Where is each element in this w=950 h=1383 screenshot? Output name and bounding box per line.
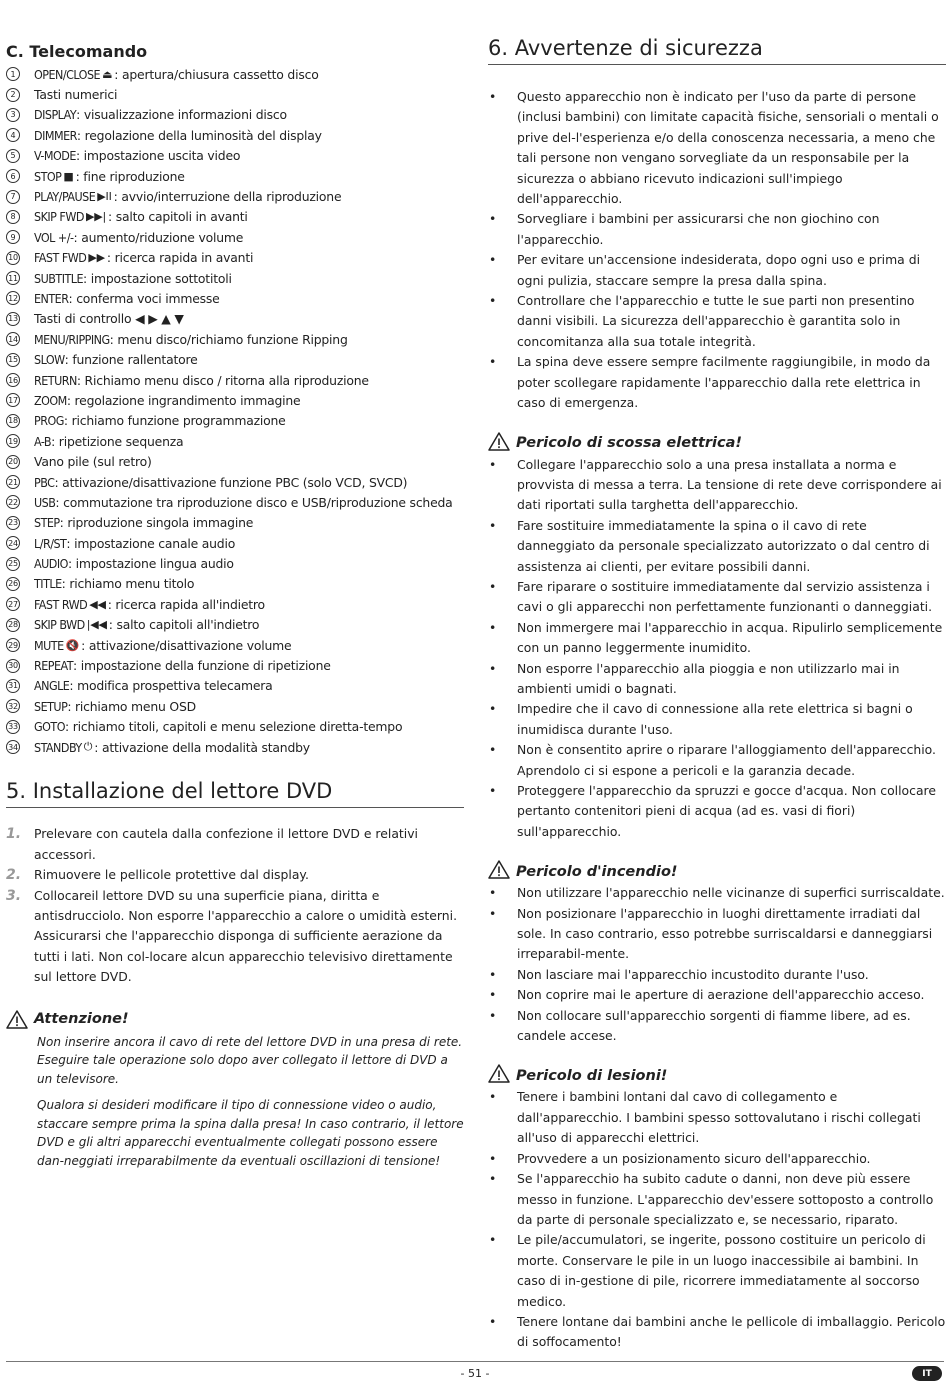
install-step: [6, 824, 464, 865]
item-description: Tasti numerici: [34, 87, 118, 103]
button-name: STANDBY: [34, 739, 82, 755]
safety-bullet: • Controllare che l'apparecchio e tutte le sue parti non presentino danni visibili. La sicurezza dell'apparecchio è garantita solo in concomitanza alla sua totale integrità.: [488, 291, 946, 352]
item-number: 12: [6, 291, 20, 305]
hazard-bullet: • Le pile/accumulatori, se ingerite, possono costituire un pericolo di morte. Conservare le pile in un luogo inaccessibile ai bambini. In caso di in-gestione di pile, ricorrere immediatamente al soccorso medico.: [488, 1230, 946, 1312]
attention-box: [6, 1010, 464, 1171]
footer-divider: [6, 1361, 944, 1362]
hazard-bullet: • Provvedere a un posizionamento sicuro dell'apparecchio.: [488, 1149, 946, 1169]
step-number: 3.: [6, 887, 22, 904]
remote-item: [6, 84, 464, 104]
item-number: 23: [6, 516, 20, 530]
step-text: Prelevare con cautela dalla confezione il lettore DVD e relativi accessori.: [34, 826, 418, 862]
item-description: : visualizzazione informazioni disco: [76, 107, 287, 123]
button-name: SETUP: [34, 698, 68, 714]
remote-item: [6, 533, 464, 553]
install-title: 5. Installazione del lettore DVD: [6, 779, 464, 808]
button-name: V-MODE: [34, 148, 76, 164]
remote-item: [6, 64, 464, 84]
item-number: 10: [6, 251, 20, 265]
hazard-list: [488, 455, 946, 843]
remote-item: [6, 268, 464, 288]
remote-item: [6, 288, 464, 308]
item-description: : richiamo titoli, capitoli e menu selezione diretta-tempo: [65, 719, 403, 735]
button-name: MENU/RIPPING: [34, 331, 110, 347]
button-symbol-icon: ▶II: [97, 190, 112, 204]
button-name: DIMMER: [34, 127, 77, 143]
safety-bullet: • La spina deve essere sempre facilmente raggiungibile, in modo da poter scollegare rapidamente l'apparecchio dalla rete elettrica in caso di emergenza.: [488, 352, 946, 413]
item-description: : ricerca rapida in avanti: [106, 250, 254, 266]
item-number: 16: [6, 373, 20, 387]
remote-items-list: [6, 64, 464, 757]
remote-item: [6, 594, 464, 614]
item-number: 21: [6, 475, 20, 489]
item-description: : salto capitoli all'indietro: [108, 617, 260, 633]
step-number: 2.: [6, 867, 22, 884]
install-steps: [6, 824, 464, 987]
hazard-heading: [488, 1064, 946, 1087]
install-step: [6, 886, 464, 988]
attention-paragraph: Qualora si desideri modificare il tipo di connessione video o audio, staccare sempre prima la spina dalla presa! In caso contrario, il lettore DVD e gli altri apparecchi eventualmente collegati possono essere dan-neggiati irreparabilmente da eventuali oscillazioni di tensione!: [37, 1098, 464, 1168]
item-number: 31: [6, 679, 20, 693]
item-number: 28: [6, 618, 20, 632]
remote-item: [6, 472, 464, 492]
button-name: PLAY/PAUSE: [34, 189, 96, 205]
item-description: : impostazione della funzione di ripetizione: [73, 658, 331, 674]
remote-section-title: C. Telecomando: [6, 42, 148, 61]
button-symbol-icon: 🔇: [65, 638, 80, 652]
hazard-bullet: • Non coprire mai le aperture di aerazione dell'apparecchio acceso.: [488, 985, 946, 1005]
hazard-bullet: • Fare riparare o sostituire immediatamente dal servizio assistenza i cavi o gli apparecchi non perfettamente funzionanti o danneggiati.: [488, 577, 946, 618]
item-description: : avvio/interruzione della riproduzione: [113, 189, 342, 205]
item-number: 20: [6, 455, 20, 469]
safety-intro-list: [488, 87, 946, 414]
button-name: PBC: [34, 474, 55, 490]
hazard-bullet: • Non lasciare mai l'apparecchio incustodito durante l'uso.: [488, 965, 946, 985]
item-description: : attivazione/disattivazione funzione PBC (solo VCD, SVCD): [54, 474, 408, 490]
hazard-title: Pericolo di scossa elettrica!: [516, 435, 743, 451]
item-number: 26: [6, 577, 20, 591]
remote-item: [6, 390, 464, 410]
item-number: 8: [6, 210, 20, 224]
attention-heading: [6, 1010, 464, 1029]
item-number: 6: [6, 169, 20, 183]
item-description: : fine riproduzione: [75, 168, 185, 184]
item-number: 22: [6, 495, 20, 509]
hazard-bullet: • Impedire che il cavo di connessione alla rete elettrica si bagni o inumidisca durante l'uso.: [488, 699, 946, 740]
item-number: 25: [6, 557, 20, 571]
item-description: : commutazione tra riproduzione disco e USB/riproduzione scheda: [55, 494, 453, 510]
button-name: AUDIO: [34, 556, 68, 572]
button-name: DISPLAY: [34, 107, 77, 123]
item-description: Vano pile (sul retro): [34, 454, 152, 470]
button-symbol-icon: ■: [63, 169, 74, 183]
item-number: 2: [6, 88, 20, 102]
hazard-heading: [488, 860, 946, 883]
remote-item: [6, 737, 464, 757]
step-text: Rimuovere le pellicole protettive dal display.: [34, 867, 309, 883]
item-number: 14: [6, 332, 20, 346]
item-description: : attivazione/disattivazione volume: [81, 637, 292, 653]
button-symbol-icon: ▶▶: [88, 251, 105, 265]
remote-item: [6, 717, 464, 737]
left-column: [6, 40, 464, 1170]
install-section: [6, 779, 464, 1170]
item-description: : regolazione della luminosità del display: [76, 127, 322, 143]
remote-item: [6, 431, 464, 451]
button-name: SKIP FWD: [34, 209, 84, 225]
button-name: TITLE: [34, 576, 62, 592]
safety-title: 6. Avvertenze di sicurezza: [488, 36, 946, 65]
hazard-bullet: • Non utilizzare l'apparecchio nelle vicinanze di superfici surriscaldate.: [488, 883, 946, 903]
remote-item: [6, 492, 464, 512]
right-column: [488, 36, 946, 1353]
remote-item: [6, 329, 464, 349]
hazard-list: [488, 883, 946, 1046]
hazard-bullet: • Proteggere l'apparecchio da spruzzi e gocce d'acqua. Non collocare pertanto contenitori pieni di acqua (ad es. vasi di fiori) sull'apparecchio.: [488, 781, 946, 842]
remote-item: [6, 146, 464, 166]
button-symbol-icon: ▶▶|: [85, 210, 106, 224]
item-description: : salto capitoli in avanti: [108, 209, 248, 225]
attention-title: Attenzione!: [34, 1011, 129, 1028]
item-description: : ricerca rapida all'indietro: [107, 596, 265, 612]
item-number: 11: [6, 271, 20, 285]
item-description: : ripetizione sequenza: [51, 433, 184, 449]
item-description: : richiamo menu OSD: [67, 698, 196, 714]
button-name: GOTO: [34, 719, 65, 735]
button-name: SLOW: [34, 352, 65, 368]
button-name: REPEAT: [34, 658, 74, 674]
button-symbol-icon: ⏻: [83, 740, 93, 754]
item-number: 5: [6, 149, 20, 163]
item-number: 17: [6, 393, 20, 407]
item-number: 19: [6, 434, 20, 448]
item-description: : regolazione ingrandimento immagine: [66, 392, 301, 408]
button-name: USB: [34, 494, 56, 510]
item-description: : impostazione canale audio: [66, 535, 236, 551]
item-description: : menu disco/richiamo funzione Ripping: [109, 331, 348, 347]
item-number: 33: [6, 720, 20, 734]
button-symbol-icon: ⏏: [102, 67, 113, 81]
item-description: : attivazione della modalità standby: [94, 739, 310, 755]
item-description: : funzione rallentatore: [64, 352, 198, 368]
item-number: 4: [6, 128, 20, 142]
button-name: MUTE: [34, 637, 64, 653]
remote-item: [6, 207, 464, 227]
item-number: 15: [6, 353, 20, 367]
hazard-bullet: • Non immergere mai l'apparecchio in acqua. Ripulirlo semplicemente con un panno leggermente inumidito.: [488, 618, 946, 659]
hazard-heading: [488, 432, 946, 455]
warning-icon: [488, 432, 510, 455]
hazard-title: Pericolo d'incendio!: [516, 863, 678, 880]
remote-item: [6, 696, 464, 716]
hazard-bullet: • Fare sostituire immediatamente la spina o il cavo di rete danneggiato da personale specializzato autorizzato o dal centro di assistenza ai clienti, per evitare possibili danni.: [488, 516, 946, 577]
button-name: FAST RWD: [34, 596, 88, 612]
remote-item: [6, 553, 464, 573]
item-number: 9: [6, 230, 20, 244]
item-number: 3: [6, 108, 20, 122]
warning-icon: [6, 1010, 28, 1029]
hazard-bullet: • Non collocare sull'apparecchio sorgenti di fiamme libere, ad es. candele accese.: [488, 1006, 946, 1047]
item-number: 13: [6, 312, 20, 326]
item-number: 1: [6, 67, 20, 81]
item-description: : apertura/chiusura cassetto disco: [114, 66, 319, 82]
hazard-bullet: • Non è consentito aprire o riparare l'alloggiamento dell'apparecchio. Aprendolo ci si espone a pericoli e la garanzia decade.: [488, 740, 946, 781]
button-name: RETURN: [34, 372, 77, 388]
item-number: 30: [6, 659, 20, 673]
item-number: 29: [6, 638, 20, 652]
remote-item: [6, 574, 464, 594]
item-description: : richiamo funzione programmazione: [63, 413, 286, 429]
step-number: 1.: [6, 826, 22, 843]
hazard-section: [488, 1064, 946, 1352]
remote-item: [6, 309, 464, 329]
button-name: ANGLE: [34, 678, 70, 694]
item-description: : impostazione uscita video: [75, 148, 241, 164]
hazard-bullet: • Collegare l'apparecchio solo a una presa installata a norma e provvista di messa a terra. La tensione di rete deve corrispondere ai dati riportati sulla targhetta dell'apparecchio.: [488, 455, 946, 516]
hazard-bullet: • Tenere lontane dai bambini anche le pellicole di imballaggio. Pericolo di soffocamento!: [488, 1312, 946, 1353]
item-description: : riproduzione singola immagine: [59, 515, 254, 531]
remote-item: [6, 227, 464, 247]
safety-bullet: • Questo apparecchio non è indicato per l'uso da parte di persone (inclusi bambini) con limitate capacità fisiche, sensoriali o mentali o prive del-l'esperienza e/o della conoscenza necessaria, a meno che tali persone non vengano sorvegliate da un responsabile per la sicurezza o abbiano ricevuto indicazioni sull'impiego dell'apparecchio.: [488, 87, 946, 209]
item-description: : modifica prospettiva telecamera: [69, 678, 273, 694]
item-description: Tasti di controllo ◀ ▶ ▲ ▼: [34, 311, 184, 327]
hazard-bullet: • Tenere i bambini lontani dal cavo di collegamento e dall'apparecchio. I bambini spesso sottovalutano i rischi collegati all'uso di apparecchi elettrici.: [488, 1087, 946, 1148]
warning-icon: [488, 860, 510, 883]
remote-item: [6, 451, 464, 471]
item-number: 27: [6, 597, 20, 611]
button-name: L/R/ST: [34, 535, 67, 551]
button-name: FAST FWD: [34, 250, 87, 266]
item-description: : impostazione lingua audio: [67, 556, 234, 572]
button-name: OPEN/CLOSE: [34, 66, 101, 82]
install-step: [6, 865, 464, 885]
remote-item: [6, 513, 464, 533]
item-description: : impostazione sottotitoli: [83, 270, 232, 286]
button-name: ZOOM: [34, 392, 67, 408]
button-name: STOP: [34, 168, 62, 184]
hazard-sections: [488, 432, 946, 1353]
item-number: 7: [6, 190, 20, 204]
button-name: PROG: [34, 413, 64, 429]
item-description: : conferma voci immesse: [68, 290, 220, 306]
language-badge: IT: [912, 1366, 942, 1381]
hazard-title: Pericolo di lesioni!: [516, 1067, 668, 1084]
hazard-section: [488, 860, 946, 1046]
safety-bullet: • Per evitare un'accensione indesiderata, dopo ogni uso e prima di ogni pulizia, staccare sempre la presa dalla spina.: [488, 250, 946, 291]
safety-bullet: • Sorvegliare i bambini per assicurarsi che non giochino con l'apparecchio.: [488, 209, 946, 250]
hazard-bullet: • Non esporre l'apparecchio alla pioggia e non utilizzarlo mai in ambienti umidi o bagnati.: [488, 659, 946, 700]
item-description: : Richiamo menu disco / ritorna alla riproduzione: [76, 372, 369, 388]
remote-item: [6, 635, 464, 655]
hazard-bullet: • Non posizionare l'apparecchio in luoghi direttamente irradiati dal sole. In caso contrario, esso potrebbe surriscaldarsi e danneggiarsi irreparabil-mente.: [488, 904, 946, 965]
page-number: - 51 -: [460, 1367, 490, 1380]
remote-item: [6, 411, 464, 431]
button-name: VOL +/-: [34, 229, 74, 245]
remote-item: [6, 105, 464, 125]
button-name: STEP: [34, 515, 60, 531]
remote-item: [6, 370, 464, 390]
item-description: : richiamo menu titolo: [61, 576, 195, 592]
item-number: 32: [6, 699, 20, 713]
button-name: A-B: [34, 433, 52, 449]
item-number: 18: [6, 414, 20, 428]
button-name: SKIP BWD: [34, 617, 85, 633]
button-name: SUBTITLE: [34, 270, 84, 286]
remote-item: [6, 676, 464, 696]
remote-item: [6, 248, 464, 268]
step-text: Collocareil lettore DVD su una superficie piana, diritta e antisdrucciolo. Non esporre l'apparecchio a calore o umidità esterni. Assicurarsi che l'apparecchio disponga di sufficiente aerazione da tutti i lati. Non col-locare alcun apparecchio televisivo direttamente sul lettore DVD.: [34, 887, 458, 985]
remote-item: [6, 655, 464, 675]
item-number: 34: [6, 740, 20, 754]
attention-paragraph: Non inserire ancora il cavo di rete del lettore DVD in una presa di rete. Eseguire tale operazione solo dopo aver collegato il lettore di DVD a un televisore.: [37, 1034, 463, 1086]
remote-item: [6, 615, 464, 635]
remote-item: [6, 186, 464, 206]
hazard-section: [488, 432, 946, 843]
hazard-bullet: • Se l'apparecchio ha subito cadute o danni, non deve più essere messo in funzione. L'apparecchio dev'essere sottoposto a controllo da parte di personale specializzato e, se necessario, riparato.: [488, 1169, 946, 1230]
button-name: ENTER: [34, 290, 69, 306]
button-symbol-icon: |◀◀: [86, 618, 107, 632]
item-description: : aumento/riduzione volume: [73, 229, 244, 245]
hazard-list: [488, 1087, 946, 1352]
item-number: 24: [6, 536, 20, 550]
button-symbol-icon: ◀◀: [89, 597, 106, 611]
warning-icon: [488, 1064, 510, 1087]
remote-item: [6, 349, 464, 369]
remote-item: [6, 166, 464, 186]
remote-item: [6, 125, 464, 145]
